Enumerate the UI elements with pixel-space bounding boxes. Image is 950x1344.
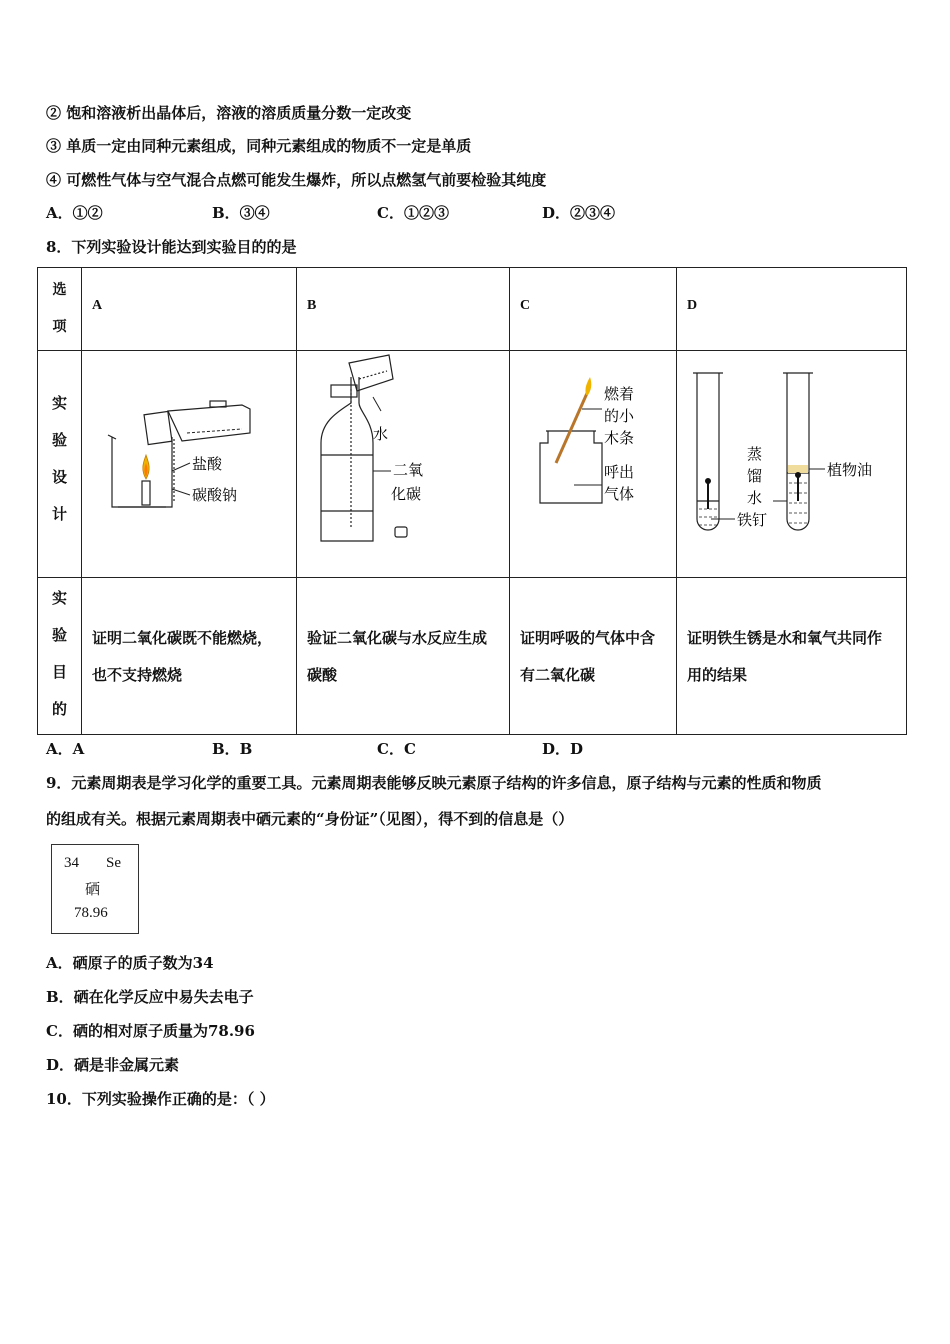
row-label-option: 选 项 xyxy=(38,268,82,351)
column-header-c: C xyxy=(510,268,677,351)
purpose-b: 验证二氧化碳与水反应生成碳酸 xyxy=(297,578,510,735)
q7-statement-4: ④ 可燃性气体与空气混合点燃可能发生爆炸，所以点燃氢气前要检验其纯度 xyxy=(46,171,547,189)
beaker-candle-figure xyxy=(82,351,296,573)
element-name: 硒 xyxy=(85,882,101,898)
atomic-number: 34 xyxy=(64,855,79,871)
atomic-mass: 78.96 xyxy=(74,905,108,921)
purpose-a: 证明二氧化碳既不能燃烧，也不支持燃烧 xyxy=(82,578,297,735)
q7-option-a[interactable]: A．①② xyxy=(46,204,103,222)
q9-option-d[interactable]: D．硒是非金属元素 xyxy=(46,1056,180,1074)
label-iron-nail: 铁钉 xyxy=(737,511,768,529)
purpose-c: 证明呼吸的气体中含有二氧化碳 xyxy=(510,578,677,735)
label-sodium-carbonate: 碳酸钠 xyxy=(192,486,238,504)
design-figure-c xyxy=(510,351,677,578)
q9-option-c[interactable]: C．硒的相对原子质量为78.96 xyxy=(46,1022,255,1040)
q8-option-b[interactable]: B．B xyxy=(212,740,253,758)
label-exhaled-line2: 气体 xyxy=(604,485,635,503)
q8-option-d[interactable]: D．D xyxy=(542,740,584,758)
design-figure-a xyxy=(82,351,297,578)
table-purpose-row xyxy=(38,578,907,735)
q9-stem-line1: 9．元素周期表是学习化学的重要工具。元素周期表能够反映元素原子结构的许多信息，原子结构与元素的性质和物质 xyxy=(46,774,822,792)
label-hydrochloric-acid: 盐酸 xyxy=(192,455,223,473)
column-header-d: D xyxy=(677,268,907,351)
q7-option-b[interactable]: B．③④ xyxy=(212,204,270,222)
q8-stem: 8．下列实验设计能达到实验目的的是 xyxy=(46,238,297,256)
q7-statement-2: ② 饱和溶液析出晶体后，溶液的溶质质量分数一定改变 xyxy=(46,104,412,122)
q9-stem-line2: 的组成有关。根据元素周期表中硒元素的“身份证”（见图），得不到的信息是（） xyxy=(46,810,574,828)
q8-option-a[interactable]: A．A xyxy=(46,740,85,758)
label-distilled-line3: 水 xyxy=(747,489,763,507)
table-design-row xyxy=(38,351,907,578)
q9-option-b[interactable]: B．硒在化学反应中易失去电子 xyxy=(46,988,254,1006)
q10-stem: 10．下列实验操作正确的是：（ ） xyxy=(46,1090,275,1108)
label-vegetable-oil: 植物油 xyxy=(827,461,873,479)
gas-jar-figure xyxy=(510,351,676,573)
purpose-d: 证明铁生锈是水和氧气共同作用的结果 xyxy=(677,578,907,735)
q8-option-c[interactable]: C．C xyxy=(377,740,416,758)
q7-statement-3: ③ 单质一定由同种元素组成，同种元素组成的物质不一定是单质 xyxy=(46,137,472,155)
test-tubes-figure xyxy=(677,351,906,573)
row-label-purpose: 实 验 目 的 xyxy=(38,578,82,735)
element-symbol: Se xyxy=(106,855,121,871)
label-distilled-line2: 馏 xyxy=(747,467,763,485)
column-header-a: A xyxy=(82,268,297,351)
table-header-row xyxy=(38,268,907,351)
label-water: 水 xyxy=(373,425,389,443)
q7-option-c[interactable]: C．①②③ xyxy=(377,204,449,222)
design-figure-d xyxy=(677,351,907,578)
label-burning-line2: 的小 xyxy=(604,407,635,425)
row-label-design: 实 验 设 计 xyxy=(38,351,82,578)
bottle-figure xyxy=(297,351,509,573)
label-co2-line2: 化碳 xyxy=(391,485,422,503)
column-header-b: B xyxy=(297,268,510,351)
label-burning-line3: 木条 xyxy=(604,429,635,447)
label-burning-line1: 燃着 xyxy=(604,385,635,403)
selenium-element-card xyxy=(51,844,139,934)
design-figure-b xyxy=(297,351,510,578)
q7-option-d[interactable]: D．②③④ xyxy=(542,204,616,222)
experiment-table xyxy=(37,267,907,735)
label-distilled-line1: 蒸 xyxy=(747,445,763,463)
label-co2-line1: 二氧 xyxy=(393,461,424,479)
label-exhaled-line1: 呼出 xyxy=(604,463,635,481)
q9-option-a[interactable]: A．硒原子的质子数为34 xyxy=(46,954,214,972)
